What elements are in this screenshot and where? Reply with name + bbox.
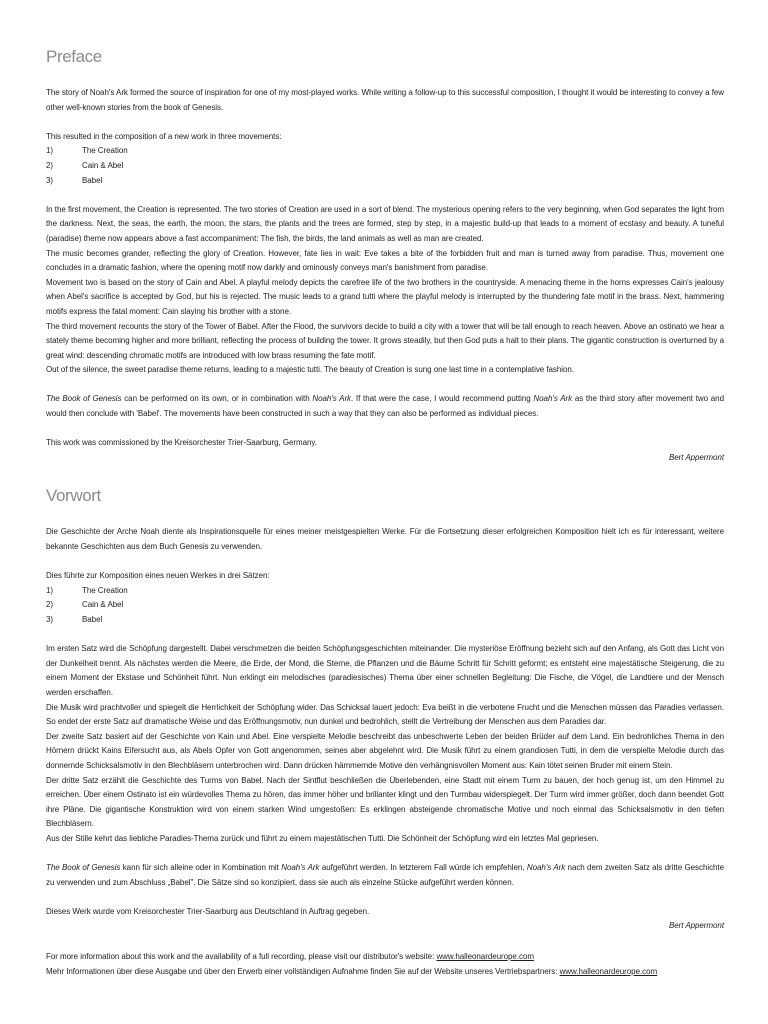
distributor-link[interactable]: www.halleonardeurope.com (436, 952, 534, 961)
text-span: aufgeführt werden. In letzterem Fall würde ich empfehlen, (319, 863, 527, 873)
work-title: Noah's Ark (526, 863, 566, 873)
work-title: Noah's Ark (533, 394, 573, 404)
list-number: 3) (46, 615, 54, 624)
vorwort-paragraph-4: Der dritte Satz erzählt die Geschichte des Turms von Babel. Nach der Sintflut beschließen die Überlebenden, eine Stadt mit einem Turm zu bauen, der hoch genug ist, um den Himmel zu erreichen. Über einem Ostinato ist ein würdevolles Thema zu hören, das immer höher und brillanter klingt und den Turmbau widerspiegelt. Der Turm wird immer größer, doch dann beendet Gott ihre Pläne. Die gigantische Konstruktion wird von einem starken Wind umgestoßen: Es erklingen absteigende chromatische Motive und noch einmal das Schicksalsmotiv in den tiefen Blechbläsern. (46, 775, 724, 829)
list-item (46, 613, 724, 628)
footer (46, 950, 726, 979)
vorwort-intro: Die Geschichte der Arche Noah diente als Inspirationsquelle für eines meiner meistgespielten Werke. Für die Fortsetzung dieser erfolgreichen Komposition hielt ich es für interessant, weitere bekannte Geschichten aus dem Buch Genesis zu verwenden. (46, 527, 724, 552)
list-title: Babel (82, 175, 103, 185)
list-title: The Creation (82, 585, 128, 595)
text-span: kann für sich alleine oder in Kombination mit (120, 863, 282, 873)
list-title: Cain & Abel (82, 600, 124, 610)
list-title: Babel (82, 615, 103, 624)
preface-paragraph-4: The third movement recounts the story of the Tower of Babel. After the Flood, the survivors decide to build a city with a tower that will be tall enough to reach heaven. Above an ostinato we hear a stately theme becoming higher and more brilliant, reflecting the process of building the tower. It grows steadily, but then God puts a halt to their plans. The gigantic construction is overturned by a great wind: descending chromatic motifs are introduced with low brass resuming the fate motif. (46, 321, 724, 360)
list-number: 1) (46, 146, 54, 156)
preface-intro: The story of Noah's Ark formed the source of inspiration for one of my most-played works. While writing a follow-up to this successful composition, I thought it would be interesting to convey a few other well-known stories from the book of Genesis. (46, 88, 724, 112)
work-title: Noah's Ark (281, 863, 320, 873)
preface-commission: This work was commissioned by the Kreisorchester Trier-Saarburg, Germany. (46, 438, 317, 448)
footer-line-de (46, 965, 726, 980)
list-number: 2) (46, 160, 54, 170)
vorwort-paragraph-6 (46, 861, 724, 890)
preface-heading: Preface (46, 47, 102, 66)
vorwort-paragraph-3: Der zweite Satz basiert auf der Geschichte von Kain und Abel. Eine verspielte Melodie beschreibt das unbeschwerte Leben der beiden Brüder auf dem Land. Ein bedrohliches Thema in den Hörnern drückt Kains Eifersucht aus, als Abels Opfer von Gott angenommen, seines aber abgelehnt wird. Die Musik führt zu einem grandiosen Tutti, in dem die verspielte Melodie durch das donnernde Schicksalsmotiv in den Blechbläsern unterbrochen wird. Dann drücken hämmernde Motive den verhängnisvollen Moment aus: Kain tötet seinen Bruder mit einem Stein. (46, 731, 724, 770)
work-title: Noah's Ark (312, 394, 352, 404)
vorwort-signature: Bert Appermont (668, 921, 724, 931)
list-item (46, 159, 724, 174)
text-span: as the third story after movement two and would then conclude with 'Babel'. The movements have been constructed in such a way that they can also be performed as individual pieces. (46, 394, 724, 419)
list-title: Cain & Abel (82, 160, 124, 170)
preface-paragraph-5: Out of the silence, the sweet paradise theme returns, leading to a majestic tutti. The beauty of Creation is sung one last time in a contemplative fashion. (46, 365, 574, 375)
text-span: nach dem zweiten Satz als dritte Geschichte zu verwenden und zum Abschluss „Babel". Die Sätze sind so konzipiert, dass sie auch als einzelne Stücke aufgeführt werden können. (46, 863, 724, 887)
vorwort-heading: Vorwort (46, 486, 101, 506)
list-item (46, 598, 724, 613)
work-title: The Book of Genesis (46, 863, 121, 873)
vorwort-commission: Dieses Werk wurde vom Kreisorchester Trier-Saarburg aus Deutschland in Auftrag gegeben. (46, 906, 370, 916)
preface-signature: Bert Appermont (668, 452, 724, 462)
preface-paragraph-3: Movement two is based on the story of Cain and Abel. A playful melody depicts the carefree life of the two brothers in the countryside. A menacing theme in the horns expresses Cain's jealousy when Abel's sacrifice is accepted by God, but his is rejected. The music leads to a grand tutti where the playful melody is interrupted by the thundering fate motif in the brass. Next, hammering motifs express the fatal moment: Cain slaying his brother with a stone. (46, 277, 724, 316)
vorwort-paragraph-2: Die Musik wird prachtvoller und spiegelt die Herrlichkeit der Schöpfung wider. Das Schicksal lauert jedoch: Eva beißt in die verbotene Frucht und die Menschen müssen das Paradies verlassen. So endet der erste Satz auf dramatische Weise und das Eröffnungsmotiv, nun dunkel und bedrohlich, stellt die Vertreibung der Menschen aus dem Paradies dar. (46, 702, 724, 727)
footer-text: Mehr Informationen über diese Ausgabe und über den Erwerb einer vollständigen Aufnahme finden Sie auf der Website unseres Vertriebspartners: (46, 966, 560, 976)
preface-paragraph-6 (46, 392, 724, 421)
work-title: The Book of Genesis (46, 394, 122, 404)
list-number: 2) (46, 600, 54, 610)
preface-paragraph-2: The music becomes grander, reflecting the glory of Creation. However, fate lies in wait: Eve takes a bite of the forbidden fruit and man is turned away from paradise. Thus, movement one concludes in a dramatic fashion, where the opening motif now darkly and ominously conveys man's banishment from paradise. (46, 248, 724, 273)
vorwort-section (46, 485, 724, 934)
list-number: 1) (46, 585, 54, 595)
preface-paragraph-1: In the first movement, the Creation is represented. The two stories of Creation are used in a sort of blend. The mysterious opening refers to the very beginning, when God separates the light from the darkness. Next, the seas, the earth, the moon, the stars, the plants and the trees are formed, step by step, in a majestic build-up that leads to a moment of ecstasy and beauty. A tuneful (paradise) theme now appears above a fast accompaniment: The fish, the birds, the land animals as well as man are created. (46, 204, 724, 243)
footer-text: For more information about this work and the availability of a full recording, please visit our distributor's website: (46, 952, 437, 961)
footer-line-en (46, 950, 726, 965)
vorwort-movement-list (46, 584, 724, 628)
text-span: . If that were the case, I would recommend putting (351, 394, 534, 404)
list-item (46, 174, 724, 189)
list-number: 3) (46, 175, 54, 185)
list-item (46, 584, 724, 599)
vorwort-paragraph-1: Im ersten Satz wird die Schöpfung dargestellt. Dabei verschmelzen die beiden Schöpfungsgeschichten miteinander. Die mysteriöse Eröffnung bezieht sich auf den Anfang, als Gott das Licht von der Dunkelheit trennt. Als nächstes werden die Meere, die Erde, der Mond, die Sterne, die Pflanzen und die Bäume Schritt für Schritt geformt; es entsteht eine majestätische Steigerung, die zu einem Moment der Ekstase und Schönheit führt. Nun erklingt ein melodisches (paradiesisches) Thema über einer schnellen Begleitung: Die Fische, die Vögel, die Landtiere und der Mensch werden erschaffen. (46, 644, 724, 697)
vorwort-result: Dies führte zur Komposition eines neuen Werkes in drei Sätzen: (46, 571, 270, 581)
preface-movement-list (46, 144, 724, 188)
text-span: can be performed on its own, or in combination with (121, 394, 313, 404)
preface-result: This resulted in the composition of a new work in three movements: (46, 131, 282, 141)
document-page (46, 46, 724, 934)
preface-section (46, 46, 724, 465)
vorwort-paragraph-5: Aus der Stille kehrt das liebliche Paradies-Thema zurück und führt zu einem majestätischen Tutti. Die Schönheit der Schöpfung wird ein letztes Mal gepriesen. (46, 833, 599, 843)
list-title: The Creation (82, 146, 128, 156)
distributor-link[interactable]: www.halleonardeurope.com (559, 966, 658, 976)
list-item (46, 144, 724, 159)
